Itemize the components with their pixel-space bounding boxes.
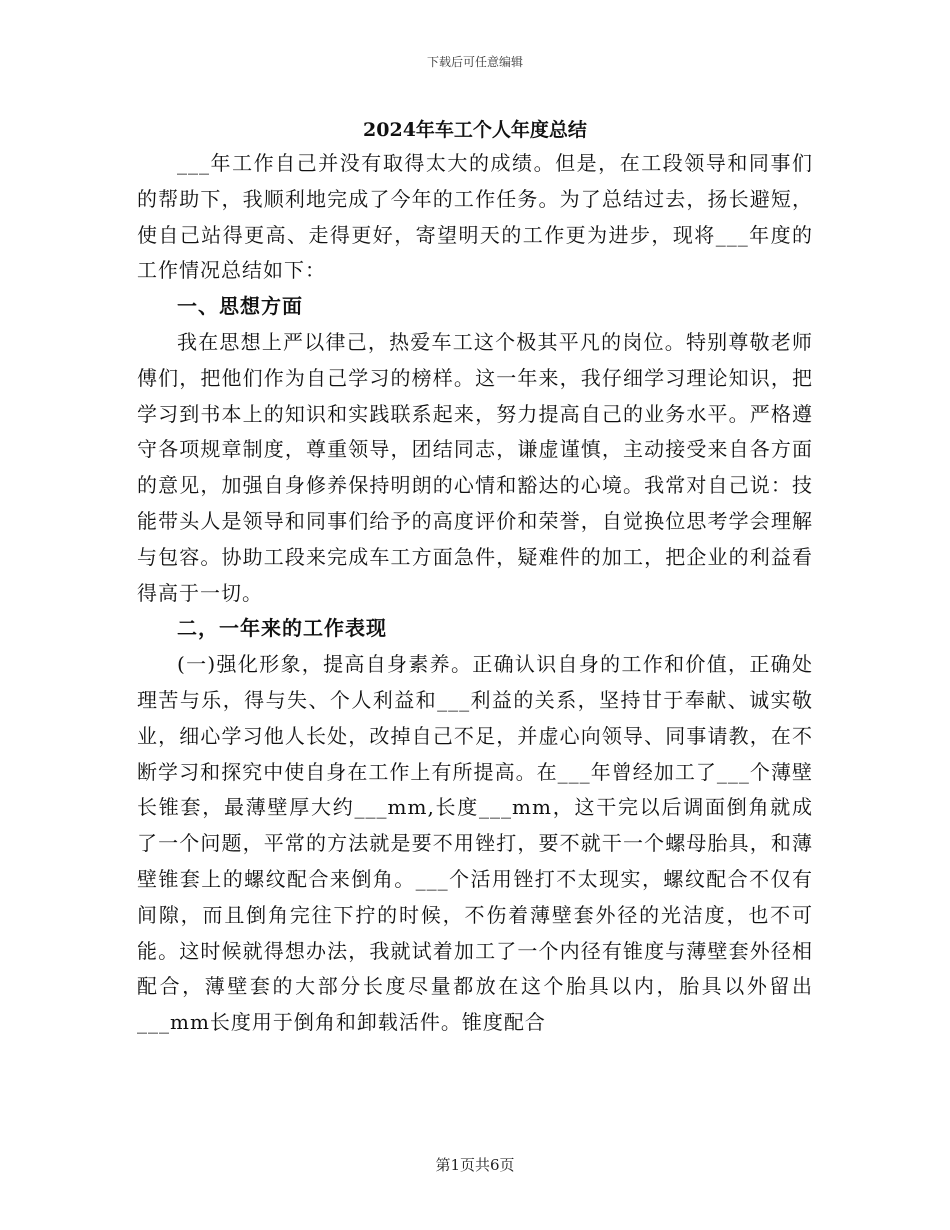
section-paragraph-performance: (一)强化形象，提高自身素养。正确认识自身的工作和价值，正确处理苦与乐，得与失、个人利益和___利益的关系，坚持甘于奉献、诚实敬业，细心学习他人长处，改掉自己不足，并虚心向领导、同事请教，在不断学习和探究中使自身在工作上有所提高。在___年曾经加工了___个薄壁长锥套，最薄壁厚大约___mm,长度___mm，这干完以后调面倒角就成了一个问题，平常的方法就是要不用锉打，要不就干一个螺母胎具，和薄壁锥套上的螺纹配合来倒角。___个活用锉打不太现实，螺纹配合不仅有间隙，而且倒角完往下拧的时候，不伤着薄壁套外径的光洁度，也不可能。这时候就得想办法，我就试着加工了一个内径有锥度与薄壁套外径相配合，薄壁套的大部分长度尽量都放在这个胎具以内，胎具以外留出___mm长度用于倒角和卸载活件。锥度配合 [137, 652, 813, 1035]
section-heading-thought: 一、思想方面 [177, 294, 303, 319]
page-indicator: 第1页共6页 [435, 1156, 515, 1174]
header-note: 下载后可任意编辑 [426, 55, 523, 69]
document-title: 2024年车工个人年度总结 [363, 119, 587, 141]
section-paragraph-thought: 我在思想上严以律己，热爱车工这个极其平凡的岗位。特别尊敬老师傅们，把他们作为自己学习的榜样。这一年来，我仔细学习理论知识，把学习到书本上的知识和实践联系起来，努力提高自己的业务水平。严格遵守各项规章制度，尊重领导，团结同志，谦虚谨慎，主动接受来自各方面的意见，加强自身修养保持明朗的心情和豁达的心境。我常对自己说：技能带头人是领导和同事们给予的高度评价和荣誉，自觉换位思考学会理解与包容。协助工段来完成车工方面急件，疑难件的加工，把企业的利益看得高于一切。 [137, 329, 813, 605]
document-body [137, 146, 813, 1041]
section-heading-performance: 二，一年来的工作表现 [177, 616, 387, 641]
intro-paragraph: ___年工作自己并没有取得太大的成绩。但是，在工段领导和同事们的帮助下，我顺利地完成了今年的工作任务。为了总结过去，扬长避短，使自己站得更高、走得更好，寄望明天的工作更为进步，现将___年度的工作情况总结如下： [137, 151, 813, 283]
